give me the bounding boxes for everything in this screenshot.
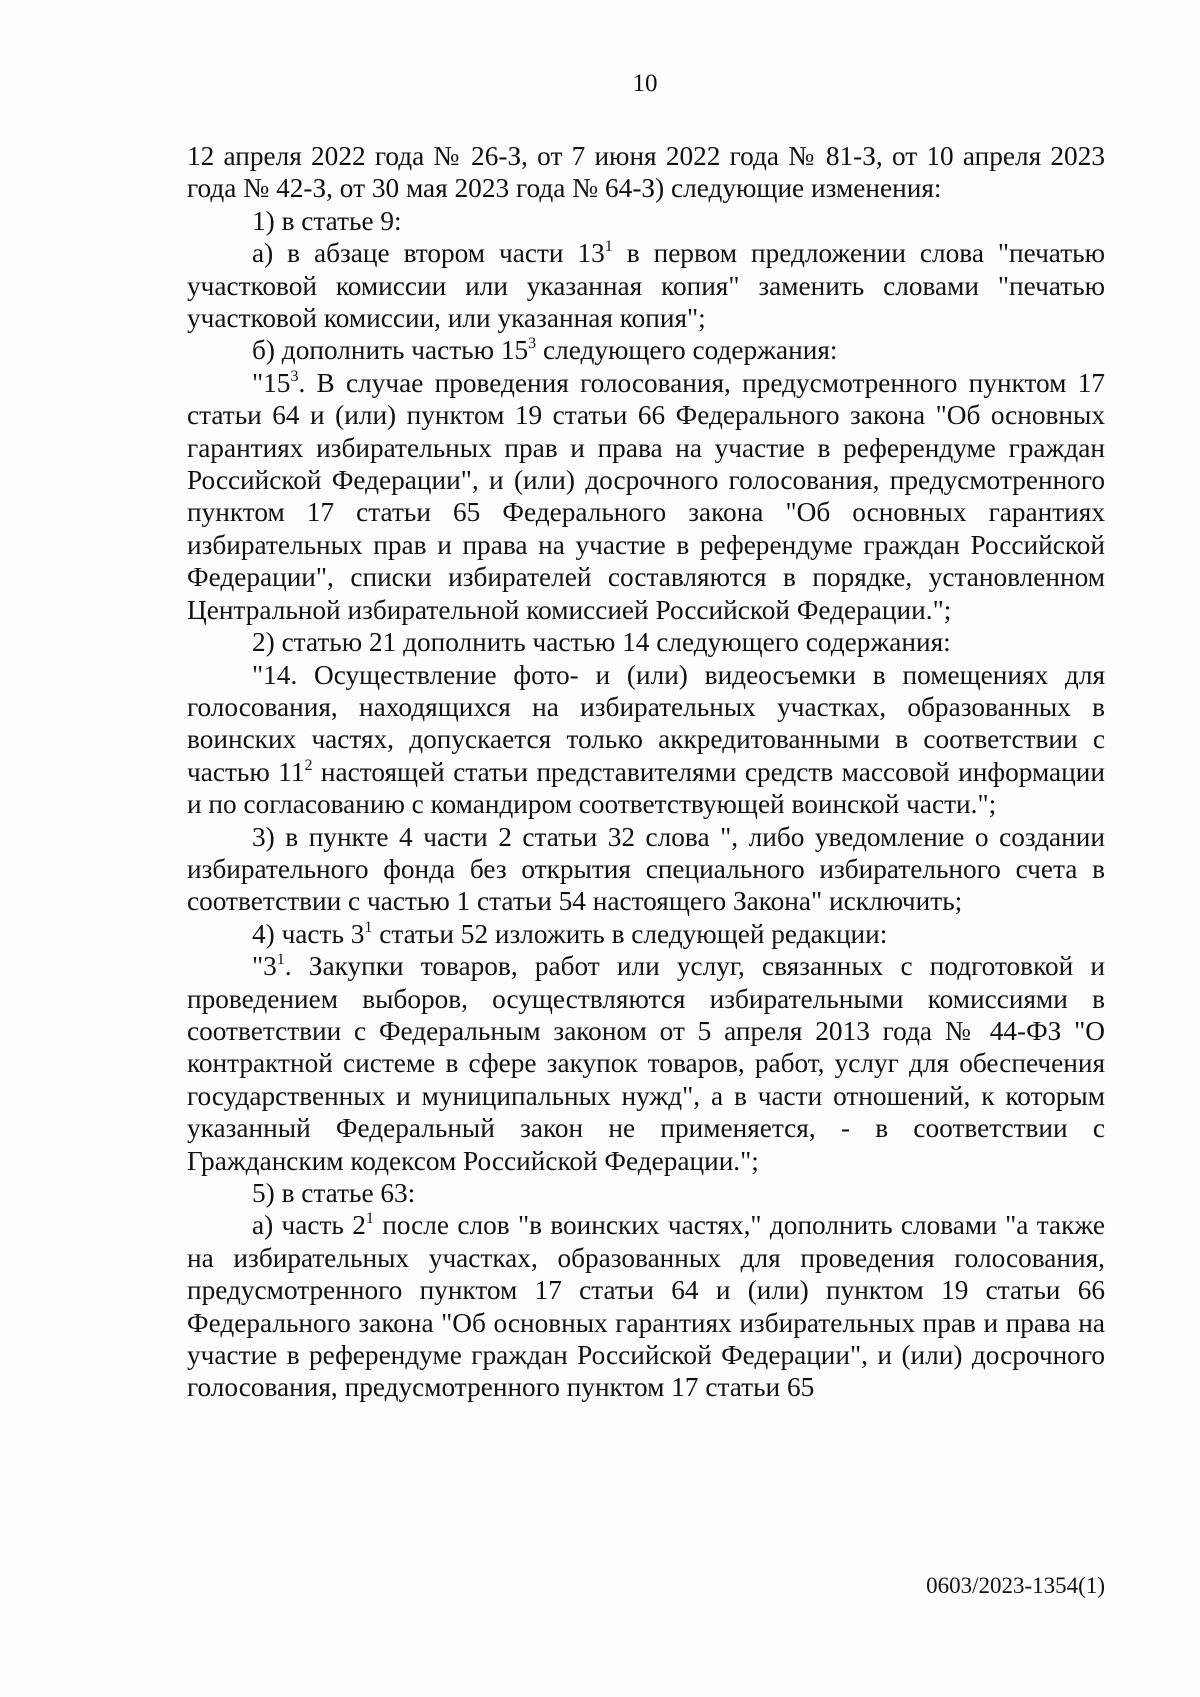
- text-run: следующего содержания:: [536, 335, 838, 366]
- paragraph: [187, 659, 1105, 821]
- superscript: 1: [365, 1210, 374, 1228]
- text-run: . В случае проведения голосования, предусмотренного пунктом 17 статьи 64 и (или) пунктом 19 статьи 66 Федерального закона "Об основных гарантиях избирательных прав и права на участие в референдуме граждан Российской Федерации", и (или) досрочного голосования, предусмотренного пунктом 17 статьи 65 Федерального закона "Об основных гарантиях избирательных прав и права на участие в референдуме граждан Российской Федерации", списки избирателей составляются в порядке, установленном Центральной избирательной комиссией Российской Федерации.";: [187, 367, 1105, 625]
- text-run: 4) часть 3: [252, 918, 365, 949]
- document-body: [187, 140, 1105, 1404]
- paragraph: [187, 918, 1105, 950]
- text-run: после слов "в воинских частях," дополнить словами "а также на избирательных участках, образованных для проведения голосования, предусмотренного пунктом 17 статьи 64 и (или) пунктом 19 статьи 66 Федерального закона "Об основных гарантиях избирательных прав и права на участие в референдуме граждан Российской Федерации", и (или) досрочного голосования, предусмотренного пунктом 17 статьи 65: [187, 1210, 1105, 1403]
- page-number: 10: [632, 70, 658, 97]
- text-run: 2) статью 21 дополнить частью 14 следующего содержания:: [252, 627, 951, 658]
- paragraph: [187, 821, 1105, 918]
- text-run: а) в абзаце втором части 13: [252, 238, 605, 269]
- text-run: 3) в пункте 4 части 2 статьи 32 слова ", либо уведомление о создании избирательного фонда без открытия специального избирательного счета в соответствии с частью 1 статьи 54 настоящего Закона" исключить;: [187, 821, 1105, 917]
- text-run: 5) в статье 63:: [252, 1178, 416, 1208]
- paragraph: [187, 334, 1105, 366]
- text-run: "14. Осуществление фото- и (или) видеосъемки в помещениях для голосования, находящихся на избирательных участках, образованных в воинских частях, допускается только аккредитованными в соответствии с частью 11: [187, 659, 1105, 787]
- paragraph: [187, 140, 1105, 205]
- text-run: настоящей статьи представителями средств массовой информации и по согласованию с командиром соответствующей воинской части.";: [187, 756, 1105, 820]
- paragraph: [187, 367, 1105, 626]
- paragraph: [187, 237, 1105, 334]
- paragraph: [187, 1209, 1105, 1403]
- text-run: "3: [252, 951, 277, 982]
- text-run: "15: [252, 367, 291, 398]
- superscript: 3: [528, 335, 537, 353]
- superscript: 1: [604, 238, 613, 256]
- superscript: 1: [364, 918, 373, 936]
- superscript: 2: [304, 756, 313, 774]
- text-run: б) дополнить частью 15: [252, 335, 529, 366]
- text-run: в первом предложении слова "печатью участковой комиссии или указанная копия" заменить словами "печатью участковой комиссии, или указанная копия";: [187, 238, 1105, 334]
- superscript: 3: [290, 367, 299, 385]
- paragraph: [187, 950, 1105, 1177]
- paragraph: [187, 205, 1105, 237]
- text-run: 1) в статье 9:: [252, 205, 402, 236]
- text-run: 12 апреля 2022 года № 26-З, от 7 июня 2022 года № 81-З, от 10 апреля 2023 года № 42-З, от 30 мая 2023 года № 64-З) следующие изменения:: [187, 141, 1105, 204]
- paragraph: [187, 1177, 1105, 1209]
- superscript: 1: [276, 951, 285, 969]
- paragraph: [187, 626, 1105, 658]
- text-run: а) часть 2: [252, 1210, 366, 1241]
- text-run: . Закупки товаров, работ или услуг, связанных с подготовкой и проведением выборов, осуществляются избирательными комиссиями в соответствии с Федеральным законом от 5 апреля 2013 года № 44-ФЗ "О контрактной системе в сфере закупок товаров, работ, услуг для обеспечения государственных и муниципальных нужд", а в части отношений, к которым указанный Федеральный закон не применяется, - в соответствии с Гражданским кодексом Российской Федерации.";: [187, 951, 1105, 1176]
- text-run: статьи 52 изложить в следующей редакции:: [372, 918, 888, 949]
- document-id: 0603/2023-1354(1): [926, 1573, 1105, 1598]
